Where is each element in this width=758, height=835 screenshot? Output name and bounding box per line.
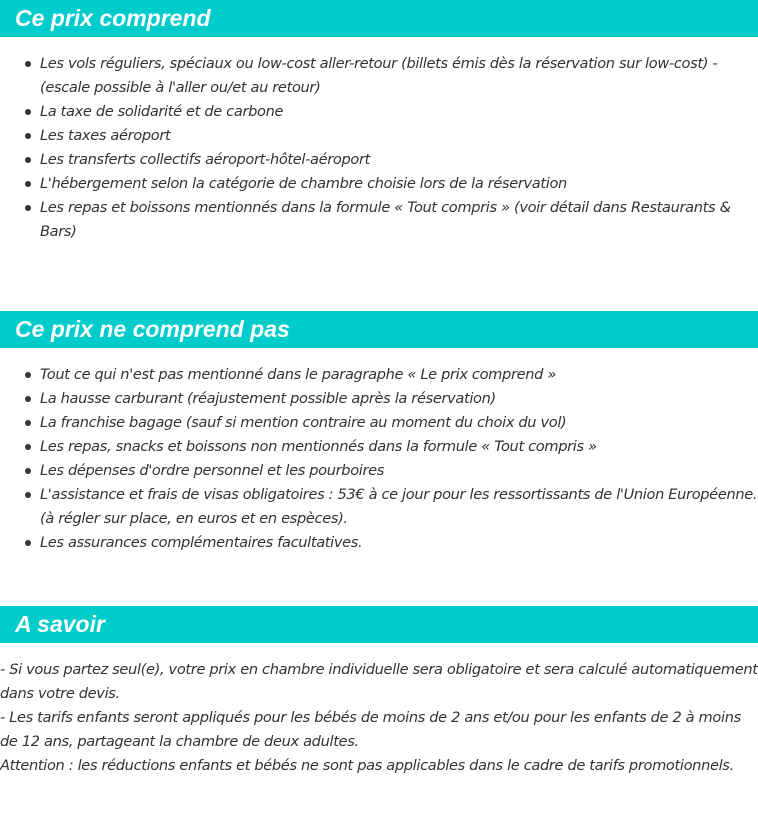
list-item xyxy=(0,196,758,244)
not-included-list xyxy=(0,363,758,555)
list-item-text: Les taxes aéroport xyxy=(40,127,171,144)
list-item xyxy=(0,411,758,435)
list-item xyxy=(0,531,758,555)
list-item xyxy=(0,387,758,411)
bullet-icon xyxy=(25,468,31,474)
list-item-text: Les repas, snacks et boissons non mentionnés dans la formule « Tout compris » xyxy=(40,438,597,455)
list-item xyxy=(0,483,758,531)
section-header-good-to-know xyxy=(0,606,758,643)
list-item-text: Les transferts collectifs aéroport-hôtel-aéroport xyxy=(40,151,371,168)
list-item-text: Les vols réguliers, spéciaux ou low-cost aller-retour (billets émis dès la réservation sur low-cost) - (escale possible à l'aller ou/et au retour) xyxy=(40,55,718,96)
list-item-text: Les repas et boissons mentionnés dans la formule « Tout compris » (voir détail dans Restaurants & Bars) xyxy=(40,199,731,240)
bullet-icon xyxy=(25,157,31,163)
note-line: - Les tarifs enfants seront appliqués pour les bébés de moins de 2 ans et/ou pour les enfants de 2 à moins de 12 ans, partageant la chambre de deux adultes. xyxy=(0,709,741,750)
list-item xyxy=(0,52,758,100)
list-item xyxy=(0,100,758,124)
list-item-text: Les dépenses d'ordre personnel et les pourboires xyxy=(40,462,385,479)
section-title-not-included: Ce prix ne comprend pas xyxy=(15,316,290,342)
list-item-text: La franchise bagage (sauf si mention contraire au moment du choix du vol) xyxy=(40,414,567,431)
list-item-text: La taxe de solidarité et de carbone xyxy=(40,103,284,120)
good-to-know-text xyxy=(0,658,758,778)
note-line: - Si vous partez seul(e), votre prix en chambre individuelle sera obligatoire et sera calculé automatiquement dans votre devis. xyxy=(0,661,758,702)
note-line: Attention : les réductions enfants et bébés ne sont pas applicables dans le cadre de tarifs promotionnels. xyxy=(0,757,734,774)
list-item-text: L'assistance et frais de visas obligatoires : 53€ à ce jour pour les ressortissants de l'Union Européenne. (à régler sur place, en euros et en espèces). xyxy=(40,486,758,527)
bullet-icon xyxy=(25,205,31,211)
bullet-icon xyxy=(25,133,31,139)
included-list xyxy=(0,52,758,244)
bullet-icon xyxy=(25,181,31,187)
list-item-text: Tout ce qui n'est pas mentionné dans le paragraphe « Le prix comprend » xyxy=(40,366,556,383)
bullet-icon xyxy=(25,396,31,402)
list-item-text: L'hébergement selon la catégorie de chambre choisie lors de la réservation xyxy=(40,175,567,192)
bullet-icon xyxy=(25,492,31,498)
bullet-icon xyxy=(25,61,31,67)
list-item-text: Les assurances complémentaires facultatives. xyxy=(40,534,363,551)
list-item xyxy=(0,124,758,148)
list-item xyxy=(0,363,758,387)
list-item xyxy=(0,459,758,483)
section-header-not-included xyxy=(0,311,758,348)
list-item-text: La hausse carburant (réajustement possible après la réservation) xyxy=(40,390,496,407)
list-item xyxy=(0,172,758,196)
bullet-icon xyxy=(25,109,31,115)
list-item xyxy=(0,435,758,459)
section-header-included xyxy=(0,0,758,37)
bullet-icon xyxy=(25,372,31,378)
bullet-icon xyxy=(25,540,31,546)
section-title-good-to-know: A savoir xyxy=(15,611,105,637)
bullet-icon xyxy=(25,420,31,426)
bullet-icon xyxy=(25,444,31,450)
list-item xyxy=(0,148,758,172)
section-title-included: Ce prix comprend xyxy=(15,5,211,31)
